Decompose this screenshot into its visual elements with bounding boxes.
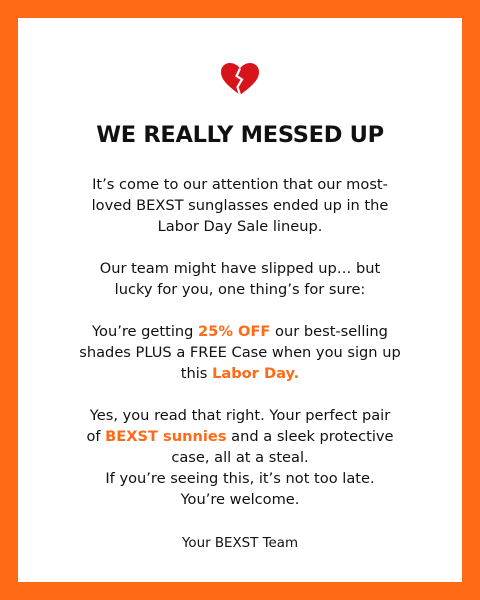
paragraph-line: It’s come to our attention that our most-	[92, 176, 388, 193]
signoff: Your BEXST Team	[182, 536, 298, 551]
paragraph-line: and a sleek protective	[226, 428, 394, 445]
offer-text: You’re getting	[92, 323, 199, 340]
paragraph-confirmation	[48, 405, 432, 510]
paragraph-line: case, all at a steal.	[171, 449, 309, 466]
broken-heart-icon	[220, 62, 260, 96]
paragraph-attention	[48, 174, 432, 237]
paragraph-line: You’re welcome.	[180, 491, 300, 508]
labor-day-highlight: Labor Day.	[212, 365, 300, 382]
paragraph-line: loved BEXST sunglasses ended up in the	[91, 197, 389, 214]
paragraph-line: Our team might have slipped up… but	[99, 260, 381, 277]
paragraph-team	[48, 258, 432, 300]
paragraph-offer	[48, 321, 432, 384]
offer-text: this	[180, 365, 213, 382]
paragraph-line: lucky for you, one thing’s for sure:	[114, 281, 366, 298]
offer-text: our best-selling	[270, 323, 388, 340]
paragraph-line: If you’re seeing this, it’s not too late.	[105, 470, 375, 487]
headline: WE REALLY MESSED UP	[96, 122, 384, 148]
paragraph-line: of	[86, 428, 106, 445]
paragraph-line: Labor Day Sale lineup.	[157, 218, 323, 235]
product-highlight: BEXST sunnies	[105, 428, 227, 445]
message-card	[18, 18, 462, 582]
paragraph-line: Yes, you read that right. Your perfect pair	[89, 407, 391, 424]
discount-highlight: 25% OFF	[198, 323, 271, 340]
message-body	[48, 174, 432, 531]
offer-text: shades PLUS a FREE Case when you sign up	[79, 344, 401, 361]
